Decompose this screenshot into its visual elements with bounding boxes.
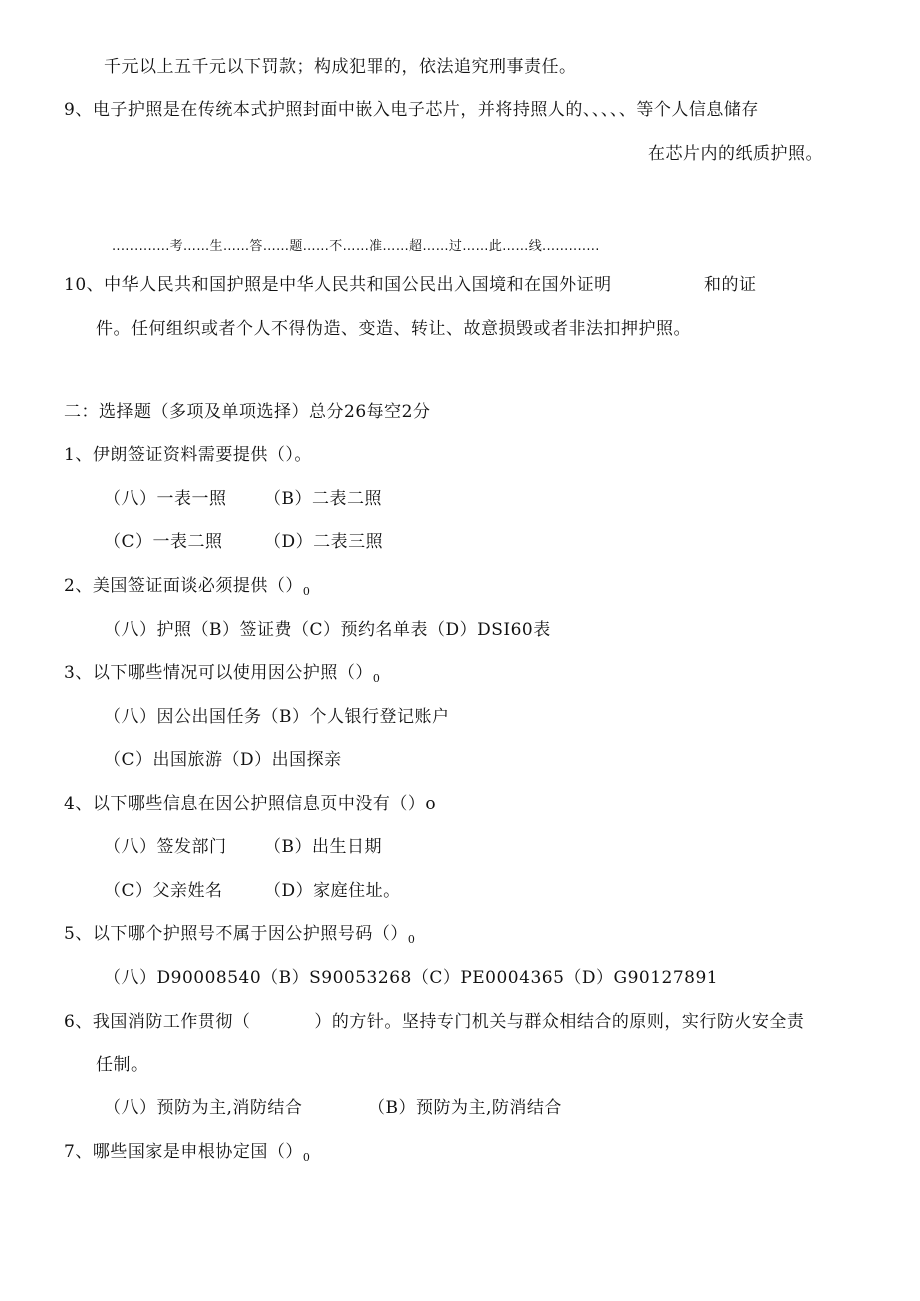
- q1-stem: 1、伊朗签证资料需要提供（）。: [64, 445, 312, 465]
- q7-stem: 7、哪些国家是申根协定国（）: [64, 1142, 303, 1162]
- q2-stem-mark: 0: [302, 585, 311, 598]
- q4-option-d: （D）家庭住址。: [264, 881, 401, 901]
- q6-stem-row: [64, 1011, 804, 1033]
- q4-option-a: （八）签发部门: [104, 837, 227, 857]
- q7-stem-mark: 0: [302, 1151, 311, 1164]
- q6-stem-part1: 6、我国消防工作贯彻（: [64, 1012, 251, 1032]
- q10-text-line1-part2: 和的证: [704, 275, 757, 295]
- q6-option-b: （B）预防为主,防消结合: [368, 1098, 562, 1118]
- q10-text-line2: 件。任何组织或者个人不得伪造、变造、转让、故意损毁或者非法扣押护照。: [96, 319, 691, 339]
- q5-stem-mark: 0: [407, 933, 416, 946]
- q5-stem-row: [64, 923, 415, 951]
- q6-stem-line2: 任制。: [96, 1055, 149, 1075]
- q10-text-line1-part1: 10、中华人民共和国护照是中华人民共和国公民出入国境和在国外证明: [64, 275, 612, 295]
- q6-option-a: （八）预防为主,消防结合: [104, 1098, 303, 1118]
- q5-options: （八）D90008540（B）S90053268（C）PE0004365（D）G90127891: [104, 968, 719, 988]
- q2-options: （八）护照（B）签证费（C）预约名单表（D）DSI60表: [104, 620, 551, 640]
- exam-cut-line: .............考……生……答……题……不……准……超……过……此……线.............: [112, 239, 600, 254]
- q7-stem-row: [64, 1141, 310, 1169]
- q4-option-b: （B）出生日期: [264, 837, 382, 857]
- q3-stem-mark: 0: [372, 672, 381, 685]
- q1-option-a: （八）一表一照: [104, 489, 227, 509]
- section-heading: 二：选择题（多项及单项选择）总分26每空2分: [64, 402, 431, 422]
- q6-stem-part2: ）的方针。坚持专门机关与群众相结合的原则，实行防火安全责: [314, 1012, 805, 1032]
- q8-continuation-text: 千元以上五千元以下罚款；构成犯罪的，依法追究刑事责任。: [104, 57, 577, 77]
- q5-stem: 5、以下哪个护照号不属于因公护照号码（）: [64, 924, 408, 944]
- q4-option-c: （C）父亲姓名: [104, 881, 223, 901]
- q9-text-line2: 在芯片内的纸质护照。: [648, 144, 823, 164]
- q1-option-d: （D）二表三照: [264, 532, 384, 552]
- q3-stem: 3、以下哪些情况可以使用因公护照（）: [64, 663, 373, 683]
- q9-text-line1: 9、电子护照是在传统本式护照封面中嵌入电子芯片，并将持照人的、、、、、等个人信息储存: [64, 100, 759, 120]
- q1-option-c: （C）一表二照: [104, 532, 223, 552]
- q3-options-line2: （C）出国旅游（D）出国探亲: [104, 750, 342, 770]
- q1-option-b: （B）二表二照: [264, 489, 382, 509]
- q3-stem-row: [64, 662, 380, 690]
- q2-stem: 2、美国签证面谈必须提供（）: [64, 576, 303, 596]
- q2-stem-row: [64, 575, 310, 603]
- q4-stem: 4、以下哪些信息在因公护照信息页中没有（）o: [64, 794, 437, 814]
- q3-options-line1: （八）因公出国任务（B）个人银行登记账户: [104, 707, 450, 727]
